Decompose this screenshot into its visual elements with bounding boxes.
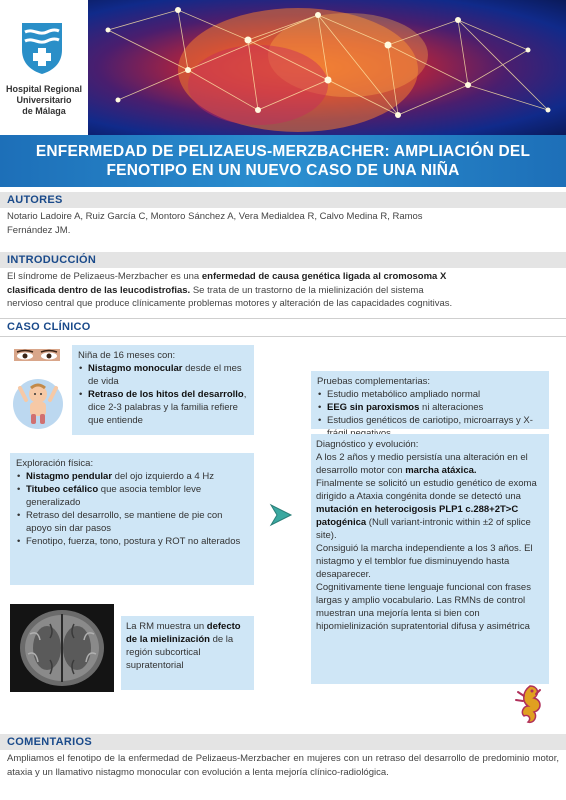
- intro-text-1: El síndrome de Pelizaeus-Merzbacher es una: [7, 271, 202, 282]
- autores-heading: AUTORES: [7, 194, 63, 206]
- baby-icon: [12, 374, 64, 430]
- hospital-logo: [0, 0, 88, 135]
- nina-b2-bold: Retraso de los hitos del desarrollo: [88, 389, 244, 400]
- poster-title: [0, 135, 566, 180]
- exploracion-list: [16, 470, 248, 548]
- pruebas-b2-rest: ni alteraciones: [419, 402, 484, 413]
- diag-p2-rest: (Null variant-intronic within ±2 of splice site).: [316, 517, 531, 541]
- introduccion-header: [0, 252, 566, 268]
- title-band: [0, 135, 566, 187]
- exploracion-lead: Exploración física:: [16, 458, 94, 469]
- nina-b1-bold: Nistagmo monocular: [88, 363, 183, 374]
- list-item: • Estudio metabólico ampliado normal: [317, 388, 543, 401]
- nina-list: [78, 362, 248, 427]
- diag-para-4: Cognitivamente tiene lenguaje funcional con frases largas y amplio vocabulario. Las RMNs de control muestran una mejoría lenta si bien con hipomielinización supratentorial difusa y asimétrica: [316, 582, 531, 632]
- brain-network-banner: [88, 0, 566, 135]
- pruebas-list: [317, 388, 543, 440]
- diag-para-1: [316, 451, 544, 477]
- comentarios-text: Ampliamos el fenotipo de la enfermedad de Pelizaeus-Merzbacher en mujeres con un retraso del desarrollo de predominio motor, ataxia y un llamativo nistagmo monocular con evolución a lenta mejoría clínico-radiológica.: [7, 753, 559, 778]
- rm-bold: defecto de la mielinización: [126, 621, 241, 645]
- diag-para-2: [316, 477, 544, 542]
- list-item: • Estudios genéticos de cariotipo, microarrays y X-: [317, 414, 543, 440]
- seahorse-icon: [510, 682, 550, 726]
- rm-text-1: La RM muestra un: [126, 621, 207, 632]
- intro-line-1: [7, 270, 559, 284]
- intro-line-3: nervioso central que produce clínicamente problemas motores y alteración de las capacidades cognitivas.: [7, 298, 453, 309]
- list-item: [16, 470, 248, 483]
- logo-line-1: Hospital Regional: [5, 84, 82, 94]
- diag-p1-bold: marcha atáxica.: [405, 465, 477, 476]
- autores-line-2: Fernández JM.: [7, 224, 71, 236]
- logo-line-3: de Málaga: [22, 106, 66, 116]
- exp-b2-rest: que asocia temblor leve generalizado: [26, 484, 202, 508]
- diag-p1: A los 2 años y medio persistía una alteración en el desarrollo motor con: [316, 452, 528, 476]
- diag-p2-bold: mutación en heterocigosis PLP1 c.288+2T>C patogénica: [316, 504, 519, 528]
- divider: [0, 336, 566, 337]
- intro-line-2: [7, 284, 559, 298]
- diagnostico-box: [311, 434, 549, 684]
- brain-network-icon: [88, 0, 566, 135]
- pruebas-b2-bold: EEG sin paroxismos: [327, 402, 420, 413]
- nina-b2-rest: , dice 2-3 palabras y la familia refiere que entiende: [88, 389, 247, 426]
- poster-header: [0, 0, 566, 135]
- comentarios-heading: COMENTARIOS: [7, 736, 92, 748]
- exp-b1-bold: Nistagmo pendular: [26, 471, 113, 482]
- diag-p2: Finalmente se solicitó un estudio genético de exoma dirigido a Ataxia congénita donde se detectó una: [316, 478, 537, 502]
- hospital-name: [4, 84, 84, 117]
- autores-line-1: Notario Ladoire A, Ruiz García C, Montoro Sánchez A, Vera Medialdea R, Calvo Medina R, Ramos: [7, 211, 423, 222]
- eyes-icon: [14, 349, 60, 361]
- nina-lead: Niña de 16 meses con:: [78, 350, 176, 361]
- divider: [0, 318, 566, 319]
- mri-image: [10, 604, 114, 692]
- pruebas-lead: Pruebas complementarias:: [317, 376, 430, 387]
- list-item: • Fenotipo, fuerza, tono, postura y ROT no alterados: [16, 535, 248, 548]
- introduccion-text: [7, 270, 559, 311]
- diagnostico-lead: Diagnóstico y evolución:: [316, 439, 419, 450]
- exploracion-box: [10, 453, 254, 585]
- autores-text: [7, 210, 559, 237]
- arrow-right-icon: [268, 502, 294, 528]
- intro-text-2: Se trata de un trastorno de la mielinización del sistema: [190, 284, 424, 296]
- exp-b2-bold: Titubeo cefálico: [26, 484, 99, 495]
- rm-box: [121, 616, 254, 690]
- logo-line-2: Universitario: [16, 95, 72, 105]
- diag-para-3: Consiguió la marcha independiente a los 3 años. El nistagmo y el temblor fue disminuyendo hasta desaparecer.: [316, 543, 533, 580]
- nina-box: [72, 345, 254, 435]
- hospital-shield-logo-icon: [19, 20, 65, 76]
- exp-b1-rest: del ojo izquierdo a 4 Hz: [112, 471, 214, 482]
- autores-header: [0, 192, 566, 208]
- title-line-2: FENOTIPO EN UN NUEVO CASO DE UNA NIÑA: [106, 162, 460, 179]
- list-item: [317, 401, 543, 414]
- list-item: [78, 362, 248, 388]
- intro-bold-1: enfermedad de causa genética ligada al cromosoma X: [201, 271, 447, 282]
- rm-text-2: de la región subcortical supratentorial: [126, 634, 234, 671]
- nina-b1-rest: desde el mes de vida: [88, 363, 242, 387]
- intro-bold-2: clasificada dentro de las leucodistrofias.: [7, 284, 191, 296]
- caso-heading: CASO CLÍNICO: [7, 321, 91, 333]
- comentarios-header: [0, 734, 566, 750]
- list-item: [16, 483, 248, 509]
- title-line-1: ENFERMEDAD DE PELIZAEUS-MERZBACHER: AMPLIACIÓN DEL: [35, 143, 531, 160]
- introduccion-heading: INTRODUCCIÓN: [7, 254, 97, 266]
- list-item: • Retraso del desarrollo, se mantiene de pie con apoyo sin dar pasos: [16, 509, 248, 535]
- list-item: [78, 388, 248, 427]
- pruebas-box: [311, 371, 549, 429]
